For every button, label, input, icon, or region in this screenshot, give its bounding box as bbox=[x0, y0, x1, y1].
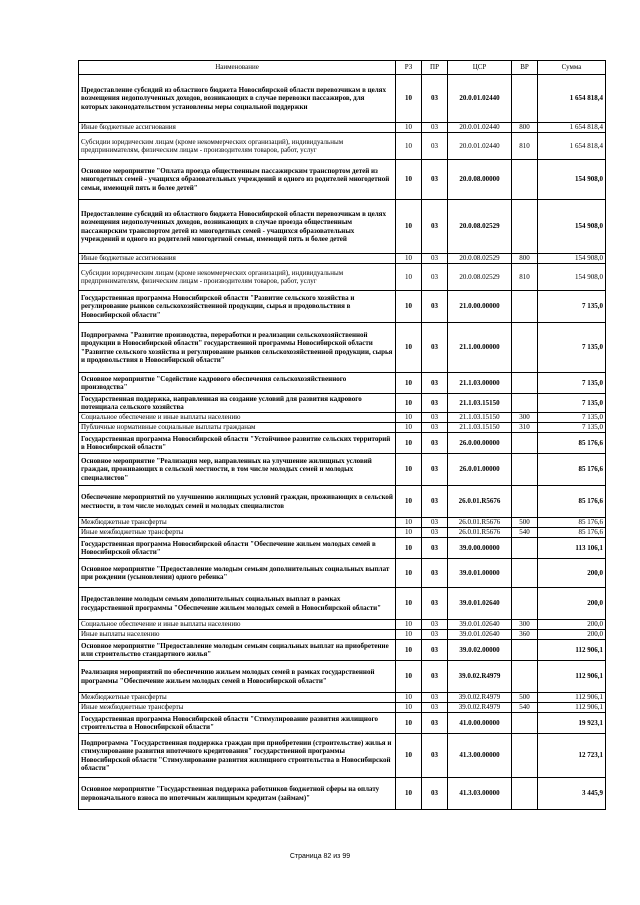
cell-csr: 20.0.01.02440 bbox=[448, 123, 512, 133]
cell-name: Основное мероприятие "Содействие кадрового обеспечения сельскохозяйственного производства" bbox=[79, 373, 396, 394]
cell-vr bbox=[512, 200, 538, 254]
cell-sum: 154 908,0 bbox=[538, 200, 606, 254]
cell-sum: 1 654 818,4 bbox=[538, 75, 606, 123]
cell-vr: 540 bbox=[512, 528, 538, 538]
cell-csr: 21.0.00.00000 bbox=[448, 291, 512, 323]
header-name: Наименование bbox=[79, 61, 396, 75]
cell-name: Межбюджетные трансферты bbox=[79, 693, 396, 703]
cell-vr: 500 bbox=[512, 518, 538, 528]
cell-rz: 10 bbox=[396, 620, 422, 630]
cell-rz: 10 bbox=[396, 200, 422, 254]
cell-pr: 03 bbox=[422, 703, 448, 713]
table-row bbox=[79, 264, 606, 291]
cell-sum: 7 135,0 bbox=[538, 373, 606, 394]
cell-rz: 10 bbox=[396, 630, 422, 640]
table-row bbox=[79, 486, 606, 518]
cell-rz: 10 bbox=[396, 423, 422, 433]
cell-name: Основное мероприятие "Реализация мер, направленных на улучшение жилищных условий граждан, проживающих в сельской местности, в том числе молодых семей и молодых специалистов" bbox=[79, 454, 396, 486]
table-row bbox=[79, 528, 606, 538]
cell-vr bbox=[512, 661, 538, 693]
cell-rz: 10 bbox=[396, 254, 422, 264]
cell-pr: 03 bbox=[422, 518, 448, 528]
table-header-row bbox=[79, 61, 606, 75]
cell-csr: 39.0.02.R4979 bbox=[448, 693, 512, 703]
cell-name: Подпрограмма "Развитие производства, переработки и реализации сельскохозяйственной продукции в Новосибирской области" государственной программы Новосибирской области "Развитие сельского хозяйства и регулирование рынков сельскохозяйственной продукции, сырья и продовольствия в Новосибирской области" bbox=[79, 323, 396, 373]
cell-csr: 39.0.01.02640 bbox=[448, 620, 512, 630]
cell-name: Иные выплаты населению bbox=[79, 630, 396, 640]
cell-csr: 39.0.01.02640 bbox=[448, 588, 512, 620]
cell-vr: 300 bbox=[512, 620, 538, 630]
table-row bbox=[79, 133, 606, 160]
cell-pr: 03 bbox=[422, 454, 448, 486]
cell-rz: 10 bbox=[396, 123, 422, 133]
cell-pr: 03 bbox=[422, 264, 448, 291]
cell-vr bbox=[512, 433, 538, 454]
cell-csr: 20.0.01.02440 bbox=[448, 75, 512, 123]
cell-pr: 03 bbox=[422, 588, 448, 620]
table-row bbox=[79, 160, 606, 200]
cell-pr: 03 bbox=[422, 160, 448, 200]
cell-sum: 200,0 bbox=[538, 588, 606, 620]
table-row bbox=[79, 640, 606, 661]
cell-rz: 10 bbox=[396, 559, 422, 588]
cell-pr: 03 bbox=[422, 538, 448, 559]
cell-sum: 85 176,6 bbox=[538, 486, 606, 518]
cell-vr bbox=[512, 160, 538, 200]
cell-vr bbox=[512, 373, 538, 394]
cell-sum: 200,0 bbox=[538, 630, 606, 640]
cell-rz: 10 bbox=[396, 394, 422, 413]
cell-name: Основное мероприятие "Оплата проезда общественным пассажирским транспортом детей из многодетных семей - учащихся образовательных учреждений и одного из родителей многодетной семьи, имеющей пять и более детей" bbox=[79, 160, 396, 200]
cell-rz: 10 bbox=[396, 454, 422, 486]
cell-vr bbox=[512, 75, 538, 123]
cell-rz: 10 bbox=[396, 528, 422, 538]
table-row bbox=[79, 123, 606, 133]
cell-rz: 10 bbox=[396, 323, 422, 373]
cell-pr: 03 bbox=[422, 394, 448, 413]
cell-csr: 26.0.01.R5676 bbox=[448, 518, 512, 528]
cell-name: Государственная программа Новосибирской области "Устойчивое развитие сельских территорий в Новосибирской области" bbox=[79, 433, 396, 454]
cell-sum: 85 176,6 bbox=[538, 433, 606, 454]
table-row bbox=[79, 620, 606, 630]
table-row bbox=[79, 538, 606, 559]
cell-sum: 200,0 bbox=[538, 559, 606, 588]
cell-csr: 39.0.01.02640 bbox=[448, 630, 512, 640]
cell-rz: 10 bbox=[396, 413, 422, 423]
cell-csr: 41.0.00.00000 bbox=[448, 713, 512, 734]
cell-name: Социальное обеспечение и иные выплаты населению bbox=[79, 620, 396, 630]
cell-csr: 41.3.03.00000 bbox=[448, 778, 512, 810]
cell-csr: 26.0.01.R5676 bbox=[448, 486, 512, 518]
cell-sum: 112 906,1 bbox=[538, 703, 606, 713]
cell-pr: 03 bbox=[422, 254, 448, 264]
cell-pr: 03 bbox=[422, 200, 448, 254]
cell-name: Субсидии юридическим лицам (кроме некоммерческих организаций), индивидуальным предпринимателям, физическим лицам - производителям товаров, работ, услуг bbox=[79, 264, 396, 291]
cell-rz: 10 bbox=[396, 703, 422, 713]
cell-pr: 03 bbox=[422, 323, 448, 373]
cell-vr: 300 bbox=[512, 413, 538, 423]
cell-name: Субсидии юридическим лицам (кроме некоммерческих организаций), индивидуальным предпринимателям, физическим лицам - производителям товаров, работ, услуг bbox=[79, 133, 396, 160]
cell-rz: 10 bbox=[396, 640, 422, 661]
cell-csr: 26.0.01.00000 bbox=[448, 454, 512, 486]
cell-rz: 10 bbox=[396, 133, 422, 160]
cell-pr: 03 bbox=[422, 123, 448, 133]
cell-vr bbox=[512, 323, 538, 373]
cell-vr bbox=[512, 713, 538, 734]
cell-vr bbox=[512, 640, 538, 661]
table-row bbox=[79, 661, 606, 693]
cell-pr: 03 bbox=[422, 373, 448, 394]
cell-vr bbox=[512, 538, 538, 559]
cell-csr: 41.3.00.00000 bbox=[448, 734, 512, 778]
cell-name: Государственная программа Новосибирской области "Обеспечение жильем молодых семей в Новосибирской области" bbox=[79, 538, 396, 559]
cell-name: Основное мероприятие "Предоставление молодым семьям социальных выплат на приобретение или строительство стандартного жилья" bbox=[79, 640, 396, 661]
header-rz: РЗ bbox=[396, 61, 422, 75]
cell-csr: 39.0.01.00000 bbox=[448, 559, 512, 588]
cell-pr: 03 bbox=[422, 630, 448, 640]
cell-pr: 03 bbox=[422, 528, 448, 538]
cell-pr: 03 bbox=[422, 423, 448, 433]
cell-pr: 03 bbox=[422, 559, 448, 588]
cell-name: Основное мероприятие "Государственная поддержка работников бюджетной сферы на оплату первоначального взноса по ипотечным жилищным кредитам (займам)" bbox=[79, 778, 396, 810]
cell-vr: 810 bbox=[512, 264, 538, 291]
table-body bbox=[79, 75, 606, 810]
cell-pr: 03 bbox=[422, 486, 448, 518]
cell-rz: 10 bbox=[396, 291, 422, 323]
cell-csr: 39.0.02.R4979 bbox=[448, 661, 512, 693]
table-row bbox=[79, 518, 606, 528]
page-number: Страница 82 из 99 bbox=[289, 853, 351, 860]
table-row bbox=[79, 433, 606, 454]
table-row bbox=[79, 413, 606, 423]
table-row bbox=[79, 693, 606, 703]
cell-csr: 26.0.00.00000 bbox=[448, 433, 512, 454]
cell-name: Обеспечение мероприятий по улучшению жилищных условий граждан, проживающих в сельской местности, в том числе молодых семей и молодых специалистов bbox=[79, 486, 396, 518]
cell-name: Государственная программа Новосибирской области "Стимулирование развития жилищного строительства в Новосибирской области" bbox=[79, 713, 396, 734]
table-row bbox=[79, 778, 606, 810]
cell-rz: 10 bbox=[396, 713, 422, 734]
cell-pr: 03 bbox=[422, 75, 448, 123]
table-row bbox=[79, 423, 606, 433]
table-row bbox=[79, 373, 606, 394]
cell-sum: 154 908,0 bbox=[538, 254, 606, 264]
cell-name: Публичные нормативные социальные выплаты гражданам bbox=[79, 423, 396, 433]
cell-sum: 112 906,1 bbox=[538, 661, 606, 693]
header-sum: Сумма bbox=[538, 61, 606, 75]
cell-name: Предоставление субсидий из областного бюджета Новосибирской области перевозчикам в целях возмещения недополученных доходов, возникающих в случае перевозки пассажиров, для которых законодательством установлены меры социальной поддержки bbox=[79, 75, 396, 123]
cell-rz: 10 bbox=[396, 538, 422, 559]
cell-rz: 10 bbox=[396, 693, 422, 703]
cell-sum: 12 723,1 bbox=[538, 734, 606, 778]
cell-sum: 200,0 bbox=[538, 620, 606, 630]
cell-rz: 10 bbox=[396, 373, 422, 394]
cell-rz: 10 bbox=[396, 486, 422, 518]
cell-csr: 26.0.01.R5676 bbox=[448, 528, 512, 538]
cell-vr bbox=[512, 559, 538, 588]
cell-vr bbox=[512, 486, 538, 518]
cell-name: Иные межбюджетные трансферты bbox=[79, 528, 396, 538]
cell-sum: 19 923,1 bbox=[538, 713, 606, 734]
cell-sum: 154 908,0 bbox=[538, 264, 606, 291]
cell-vr bbox=[512, 778, 538, 810]
cell-csr: 20.0.08.00000 bbox=[448, 160, 512, 200]
cell-name: Государственная поддержка, направленная на создание условий для развития кадрового потенциала сельского хозяйства bbox=[79, 394, 396, 413]
table-row bbox=[79, 713, 606, 734]
cell-sum: 1 654 818,4 bbox=[538, 123, 606, 133]
cell-vr: 810 bbox=[512, 133, 538, 160]
cell-name: Предоставление молодым семьям дополнительных социальных выплат в рамках государственной программы "Обеспечение жильем молодых семей в Новосибирской области" bbox=[79, 588, 396, 620]
header-pr: ПР bbox=[422, 61, 448, 75]
cell-pr: 03 bbox=[422, 291, 448, 323]
cell-csr: 39.0.02.00000 bbox=[448, 640, 512, 661]
cell-sum: 7 135,0 bbox=[538, 423, 606, 433]
cell-csr: 21.1.03.00000 bbox=[448, 373, 512, 394]
cell-rz: 10 bbox=[396, 661, 422, 693]
cell-name: Реализация мероприятий по обеспечению жильем молодых семей в рамках государственной программы "Обеспечение жильем молодых семей в Новосибирской области" bbox=[79, 661, 396, 693]
cell-vr: 540 bbox=[512, 703, 538, 713]
cell-pr: 03 bbox=[422, 661, 448, 693]
cell-rz: 10 bbox=[396, 734, 422, 778]
cell-csr: 39.0.02.R4979 bbox=[448, 703, 512, 713]
cell-vr bbox=[512, 454, 538, 486]
cell-sum: 113 106,1 bbox=[538, 538, 606, 559]
table-row bbox=[79, 291, 606, 323]
cell-vr: 500 bbox=[512, 693, 538, 703]
header-vr: ВР bbox=[512, 61, 538, 75]
budget-table bbox=[78, 60, 606, 810]
cell-vr bbox=[512, 588, 538, 620]
cell-pr: 03 bbox=[422, 620, 448, 630]
cell-vr bbox=[512, 394, 538, 413]
cell-vr: 360 bbox=[512, 630, 538, 640]
cell-sum: 154 908,0 bbox=[538, 160, 606, 200]
table-row bbox=[79, 588, 606, 620]
cell-sum: 7 135,0 bbox=[538, 323, 606, 373]
cell-sum: 85 176,6 bbox=[538, 454, 606, 486]
table-row bbox=[79, 75, 606, 123]
cell-csr: 21.1.03.15150 bbox=[448, 413, 512, 423]
cell-sum: 1 654 818,4 bbox=[538, 133, 606, 160]
cell-vr: 800 bbox=[512, 123, 538, 133]
cell-name: Иные межбюджетные трансферты bbox=[79, 703, 396, 713]
table-row bbox=[79, 703, 606, 713]
table-row bbox=[79, 323, 606, 373]
cell-name: Основное мероприятие "Предоставление молодым семьям дополнительных социальных выплат при рождении (усыновлении) одного ребенка" bbox=[79, 559, 396, 588]
table-row bbox=[79, 394, 606, 413]
cell-pr: 03 bbox=[422, 433, 448, 454]
cell-csr: 20.0.08.02529 bbox=[448, 254, 512, 264]
cell-pr: 03 bbox=[422, 713, 448, 734]
cell-rz: 10 bbox=[396, 75, 422, 123]
cell-csr: 20.0.08.02529 bbox=[448, 264, 512, 291]
table-row bbox=[79, 200, 606, 254]
cell-rz: 10 bbox=[396, 160, 422, 200]
cell-sum: 112 906,1 bbox=[538, 640, 606, 661]
cell-rz: 10 bbox=[396, 778, 422, 810]
cell-csr: 21.1.03.15150 bbox=[448, 423, 512, 433]
cell-pr: 03 bbox=[422, 413, 448, 423]
cell-csr: 20.0.08.02529 bbox=[448, 200, 512, 254]
table-row bbox=[79, 254, 606, 264]
cell-rz: 10 bbox=[396, 588, 422, 620]
cell-rz: 10 bbox=[396, 264, 422, 291]
cell-csr: 39.0.00.00000 bbox=[448, 538, 512, 559]
cell-csr: 21.1.03.15150 bbox=[448, 394, 512, 413]
table-row bbox=[79, 630, 606, 640]
cell-sum: 85 176,6 bbox=[538, 518, 606, 528]
cell-pr: 03 bbox=[422, 133, 448, 160]
table-row bbox=[79, 454, 606, 486]
cell-pr: 03 bbox=[422, 734, 448, 778]
cell-pr: 03 bbox=[422, 693, 448, 703]
cell-name: Социальное обеспечение и иные выплаты населению bbox=[79, 413, 396, 423]
cell-vr bbox=[512, 734, 538, 778]
cell-sum: 85 176,6 bbox=[538, 528, 606, 538]
cell-vr: 800 bbox=[512, 254, 538, 264]
cell-name: Иные бюджетные ассигнования bbox=[79, 123, 396, 133]
cell-name: Межбюджетные трансферты bbox=[79, 518, 396, 528]
cell-rz: 10 bbox=[396, 518, 422, 528]
table-row bbox=[79, 734, 606, 778]
cell-pr: 03 bbox=[422, 640, 448, 661]
budget-table-container bbox=[78, 60, 605, 810]
header-csr: ЦСР bbox=[448, 61, 512, 75]
cell-rz: 10 bbox=[396, 433, 422, 454]
cell-name: Подпрограмма "Государственная поддержка граждан при приобретении (строительстве) жилья и стимулирование развития ипотечного кредитования" государственной программы Новосибирской области "Стимулирование развития жилищного строительства в Новосибирской области" bbox=[79, 734, 396, 778]
cell-name: Предоставление субсидий из областного бюджета Новосибирской области перевозчикам в целях возмещения недополученных доходов, возникающих в случае проезда общественным пассажирским транспортом детей из многодетных семей - учащихся образовательных учреждений и одного из родителей многодетной семьи, имеющей пять и более детей bbox=[79, 200, 396, 254]
cell-sum: 7 135,0 bbox=[538, 394, 606, 413]
cell-pr: 03 bbox=[422, 778, 448, 810]
cell-vr: 310 bbox=[512, 423, 538, 433]
cell-sum: 3 445,9 bbox=[538, 778, 606, 810]
cell-sum: 7 135,0 bbox=[538, 413, 606, 423]
cell-name: Иные бюджетные ассигнования bbox=[79, 254, 396, 264]
cell-sum: 7 135,0 bbox=[538, 291, 606, 323]
cell-sum: 112 906,1 bbox=[538, 693, 606, 703]
cell-csr: 20.0.01.02440 bbox=[448, 133, 512, 160]
cell-csr: 21.1.00.00000 bbox=[448, 323, 512, 373]
cell-vr bbox=[512, 291, 538, 323]
table-row bbox=[79, 559, 606, 588]
cell-name: Государственная программа Новосибирской области "Развитие сельского хозяйства и регулирование рынков сельскохозяйственной продукции, сырья и продовольствия в Новосибирской области" bbox=[79, 291, 396, 323]
